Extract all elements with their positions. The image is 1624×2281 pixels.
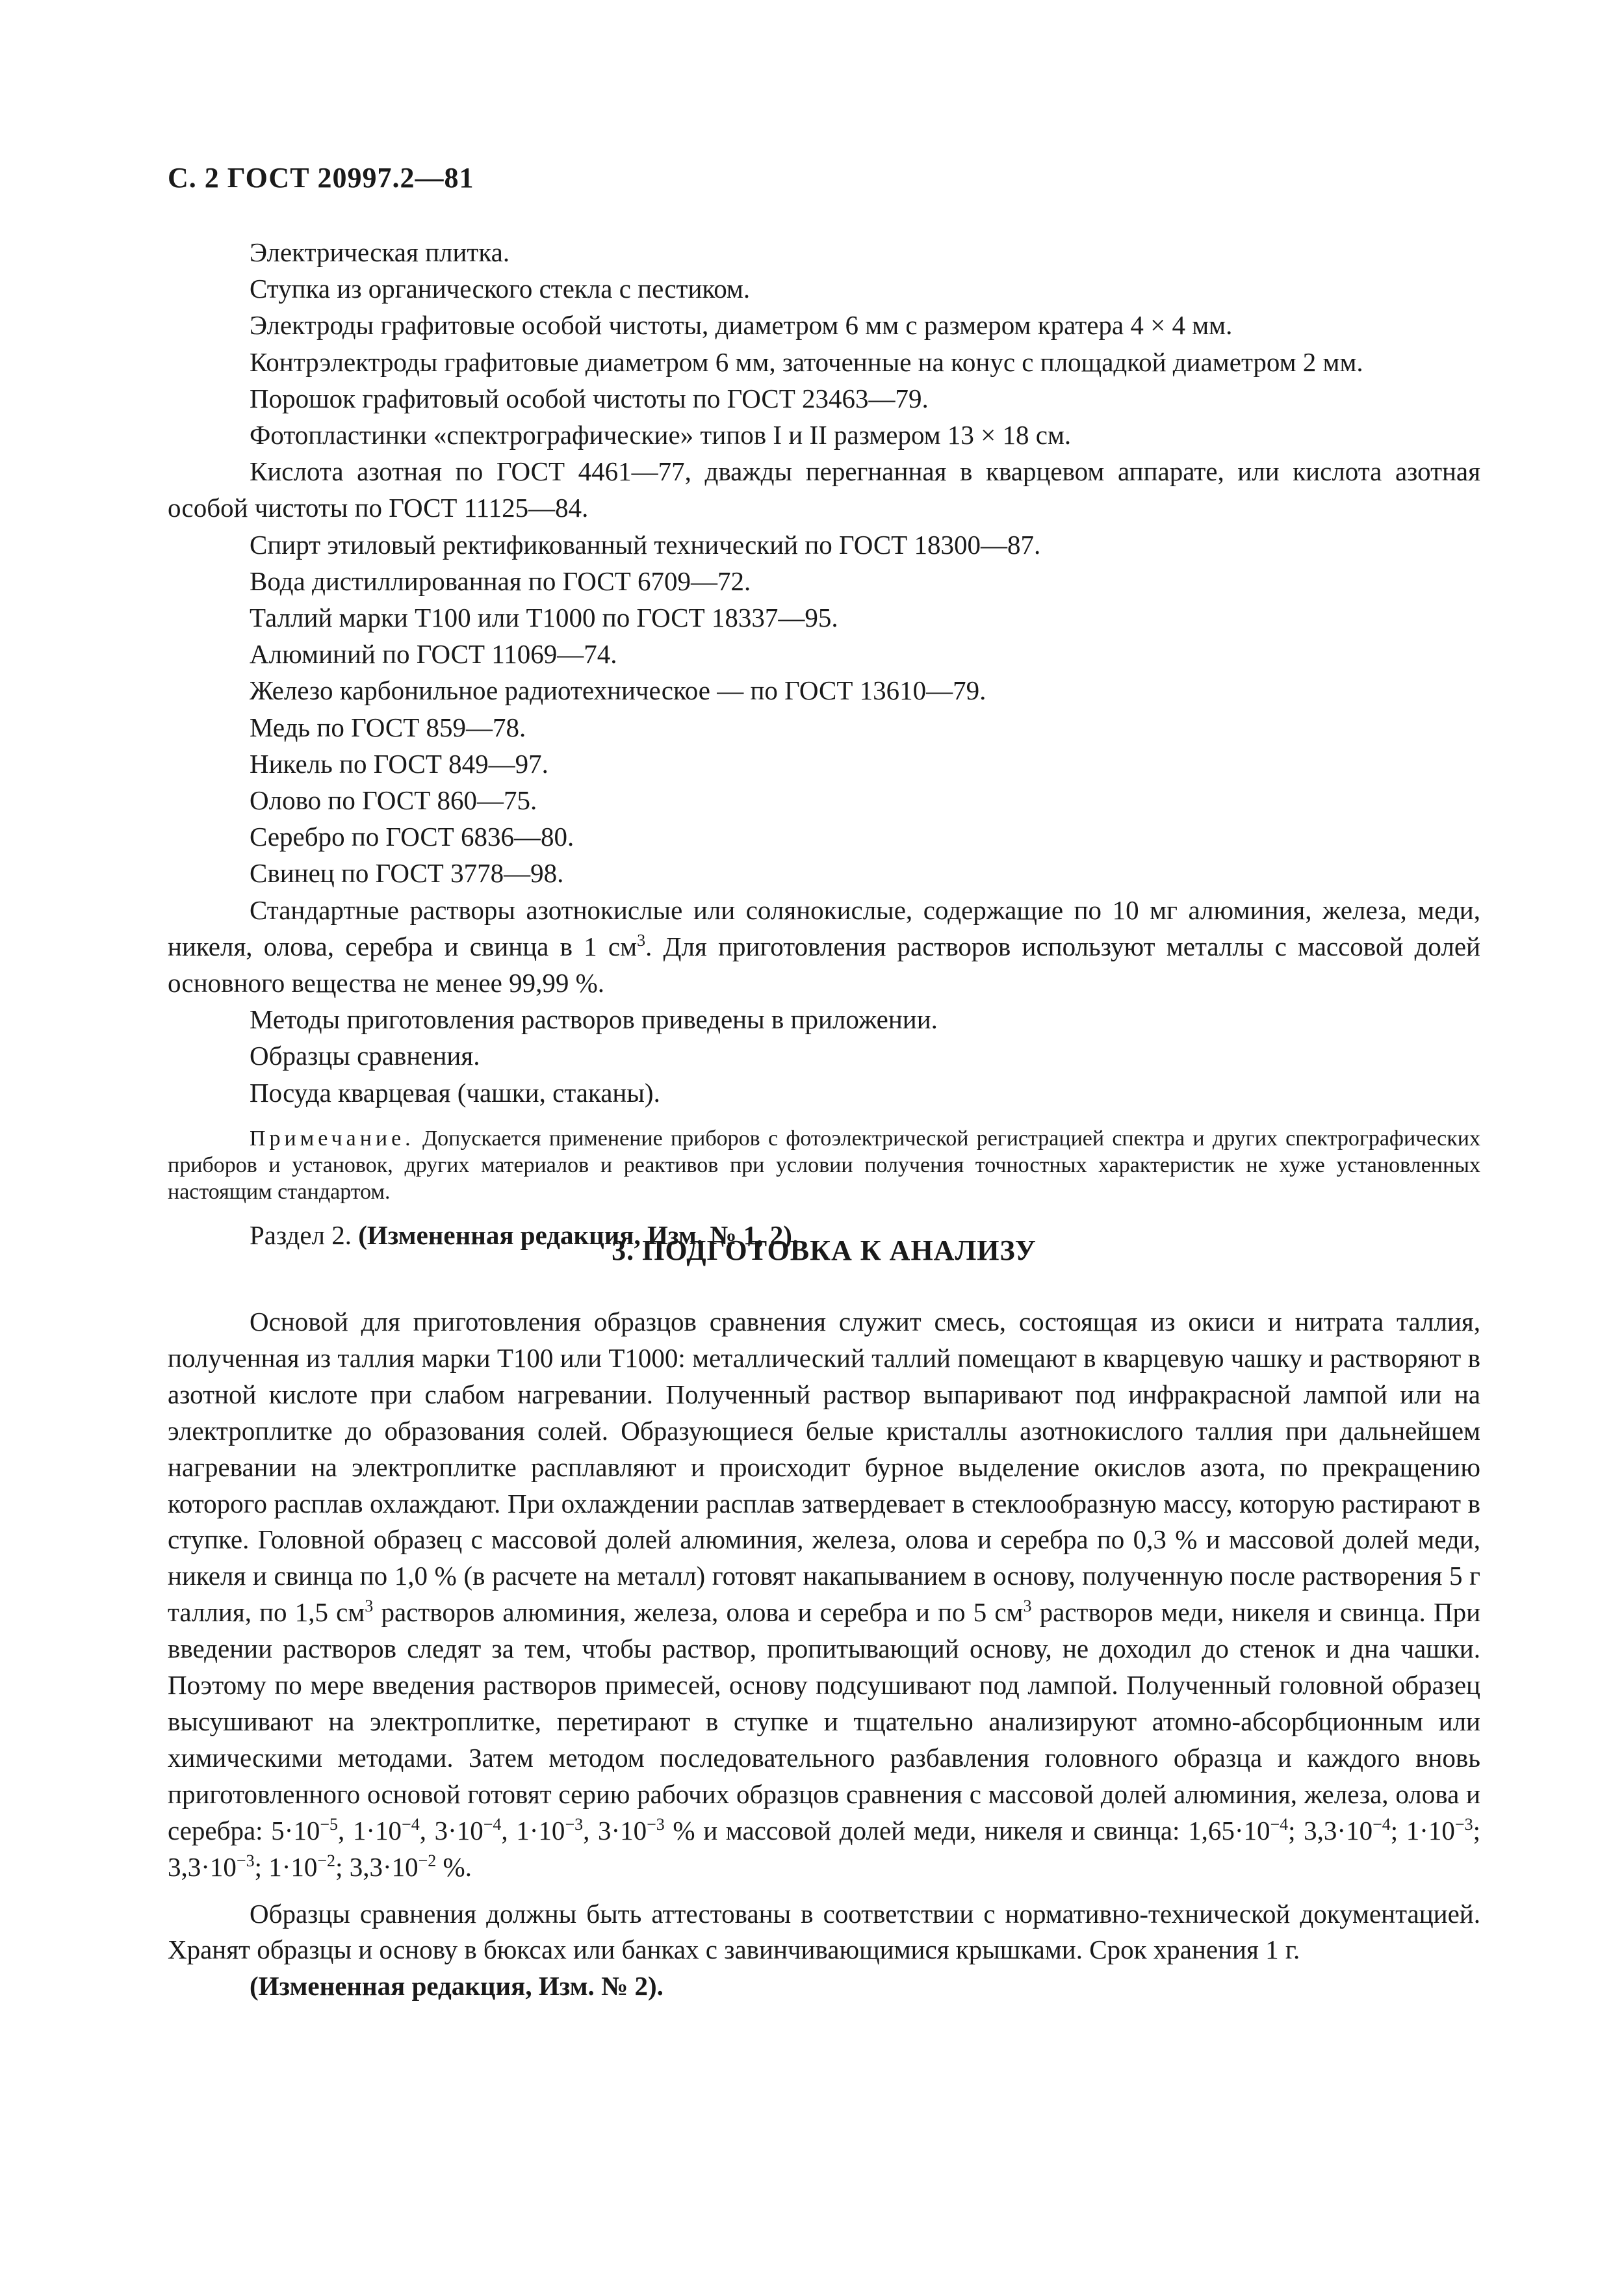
list-item: Спирт этиловый ректификованный технический по ГОСТ 18300—87. xyxy=(250,529,1041,560)
list-item: Вода дистиллированная по ГОСТ 6709—72. xyxy=(250,566,751,596)
page-header: С. 2 ГОСТ 20997.2—81 xyxy=(168,162,474,194)
value: 1·10 xyxy=(516,1815,565,1845)
list-item: Ступка из органического стекла с пестиком. xyxy=(250,274,751,304)
value: 3,3·10 xyxy=(168,1851,237,1882)
storage-paragraph: Образцы сравнения должны быть аттестованы в соответствии с нормативно-технической документацией. Хранят образцы и основу в бюксах или банках с завинчивающимися крышками. Срок хранения 1 г. xyxy=(168,1898,1480,1965)
list-item: Алюминий по ГОСТ 11069—74. xyxy=(250,639,617,670)
exponent: −5 xyxy=(320,1814,338,1834)
section-title: 3. ПОДГОТОВКА К АНАЛИЗУ xyxy=(612,1234,1037,1266)
exponent: −2 xyxy=(317,1851,336,1870)
exponent: −3 xyxy=(1454,1814,1473,1834)
value: 3,3·10 xyxy=(349,1851,419,1882)
exponent: −4 xyxy=(1270,1814,1289,1834)
preparation-paragraph: Основой для приготовления образцов сравнения служит смесь, состоящая из окиси и нитрата таллия, полученная из таллия марки Т100 или Т1000: металлический таллий помещают в кварцевую чашку и растворяют в азотной кислоте при слабом нагревании. Полученный раствор выпаривают под инфракрасной лампой или на электроплитке до образования солей. Образующиеся белые кристаллы азотнокислого таллия при дальнейшем нагревании на электроплитке расплавляют и происходит бурное выделение окислов азота, по прекращению которого расплав охлаждают. При охлаждении расплав затвердевает в стеклообразную массу, которую растирают в ступке. Головной образец с массовой долей алюминия, железа, олова и серебра по 0,3 % и массовой долей меди, никеля и свинца по 1,0 % (в расчете на металл) готовят накапыванием в основу, полученную после растворения 5 г таллия, по 1,5 $см^3$ растворов алюминия, железа, олова и серебра и по 5 $см^3$ растворов меди, никеля и свинца. При введении растворов следят за тем, чтобы раствор, пропитывающий основу, не доходил до стенок и дна чашки. Поэтому по мере введения растворов примесей, основу подсушивают под лампой. Полученный головной образец высушивают на электроплитке, перетирают в ступке и тщательно анализируют атомно-абсорбционным или химическими методами. Затем методом последовательного разбавления головного образца и каждого вновь приготовленного основой готовят серию рабочих образцов сравнения с массовой долей алюминия, железа, олова и серебра: $5\cdot 10^{-5}$, $1\cdot 10^{-4}$, $3\cdot 10^{-4}$, $1\cdot 10^{-3}$, $3\cdot 10^{-3}$ % и массовой долей меди, никеля и свинца: $1,65\cdot 10^{-4}$; $3,3\cdot 10^{-4}$; $1\cdot 10^{-3}$; $3,3\cdot 10^{-3}$; $1\cdot 10^{-2}$; $3,3\cdot 10^{-2}$ %. xyxy=(168,1307,1481,1882)
note-label: Примечание. xyxy=(250,1126,415,1151)
list-item: Порошок графитовый особой чистоты по ГОСТ 23463—79. xyxy=(250,383,929,413)
exponent: −4 xyxy=(1373,1814,1391,1834)
value: 1,65·10 xyxy=(1188,1815,1270,1845)
superscript: 3 xyxy=(365,1597,374,1616)
exponent: −3 xyxy=(647,1814,665,1834)
value: 3·10 xyxy=(597,1815,647,1845)
edition-note xyxy=(168,1968,1480,2005)
list-item: Методы приготовления растворов приведены в приложении. xyxy=(250,1004,938,1035)
text-span: растворов алюминия, железа, олова и серебра и по 5 см xyxy=(373,1597,1024,1628)
list-item: Свинец по ГОСТ 3778—98. xyxy=(250,858,564,889)
value: 1·10 xyxy=(352,1815,402,1845)
note-text: Допускается применение приборов с фотоэлектрической регистрацией спектра и других спектрографических приборов и установок, других материалов и реактивов при условии получения точностных характеристик не хуже установленных настоящим стандартом. xyxy=(168,1126,1480,1204)
list-item: Контрэлектроды графитовые диаметром 6 мм, заточенные на конус с площадкой диаметром 2 мм. xyxy=(250,346,1363,377)
list-item: Образцы сравнения. xyxy=(250,1041,480,1071)
exponent: −3 xyxy=(236,1851,255,1870)
text-span: Стандартные растворы азотнокислые или солянокислые, содержащие по 10 мг алюминия, железа, меди, никеля, олова, серебра и свинца в 1 см xyxy=(168,894,1480,961)
list-item: Электрическая плитка. xyxy=(250,237,510,267)
list-item: Никель по ГОСТ 849—97. xyxy=(250,748,548,779)
text-span: % и массовой долей меди, никеля и свинца: xyxy=(664,1815,1189,1845)
value: 1·10 xyxy=(1406,1815,1455,1845)
note-paragraph xyxy=(168,1125,1480,1205)
standard-solutions-paragraph xyxy=(168,892,1480,1002)
superscript: 3 xyxy=(637,930,646,950)
exponent: −4 xyxy=(483,1814,502,1834)
list-item: Железо карбонильное радиотехническое — по ГОСТ 13610—79. xyxy=(250,675,986,706)
list-item: Посуда кварцевая (чашки, стаканы). xyxy=(250,1077,660,1108)
section-body xyxy=(168,1304,1480,2005)
edition-bold: (Измененная редакция, Изм. № 2). xyxy=(250,1971,664,2001)
list-item: Олово по ГОСТ 860—75. xyxy=(250,785,537,816)
exponent: −4 xyxy=(402,1814,420,1834)
materials-list xyxy=(168,234,1480,1253)
text-span: растворов меди, никеля и свинца. При введении растворов следят за тем, чтобы раствор, пропитывающий основу, не доходил до стенок и дна чашки. Поэтому по мере введения растворов примесей, основу подсушивают под лампой. Полученный головной образец высушивают на электроплитке, перетирают в ступке и тщательно анализируют атомно-абсорбционным или химическими методами. Затем методом последовательного разбавления головного образца и каждого вновь приготовленного основой готовят серию рабочих образцов сравнения с массовой долей алюминия, железа, олова и серебра: xyxy=(168,1597,1481,1845)
text-span: Основой для приготовления образцов сравнения служит смесь, состоящая из окиси и нитрата таллия, полученная из таллия марки Т100 или Т1000: металлический таллий помещают в кварцевую чашку и растворяют в азотной кислоте при слабом нагревании. Полученный раствор выпаривают под инфракрасной лампой или на электроплитке до образования солей. Образующиеся белые кристаллы азотнокислого таллия при дальнейшем нагревании на электроплитке расплавляют и происходит бурное выделение окислов азота, по прекращению которого расплав охлаждают. При охлаждении расплав затвердевает в стеклообразную массу, которую растирают в ступке. Головной образец с массовой долей алюминия, железа, олова и серебра по 0,3 % и массовой долей меди, никеля и свинца по 1,0 % (в расчете на металл) готовят накапыванием в основу, полученную после растворения 5 г таллия, по 1,5 см xyxy=(168,1307,1480,1628)
list-item: Фотопластинки «спектрографические» типов I и II размером 13 × 18 см. xyxy=(250,420,1072,450)
value: 3·10 xyxy=(434,1815,483,1845)
list-item: Электроды графитовые особой чистоты, диаметром 6 мм с размером кратера 4 × 4 мм. xyxy=(250,310,1233,341)
edition-bold: (Измененная редакция, Изм. № 1, 2). xyxy=(358,1219,799,1250)
edition-prefix: Раздел 2. xyxy=(250,1219,359,1250)
exponent: −2 xyxy=(418,1851,437,1870)
exponent: −3 xyxy=(565,1814,584,1834)
value: 3,3·10 xyxy=(1304,1815,1373,1845)
list-item: Медь по ГОСТ 859—78. xyxy=(250,712,526,742)
list-item: Кислота азотная по ГОСТ 4461—77, дважды перегнанная в кварцевом аппарате, или кислота азотная особой чистоты по ГОСТ 11125—84. xyxy=(168,456,1480,523)
list-item: Таллий марки Т100 или Т1000 по ГОСТ 18337—95. xyxy=(250,603,838,633)
text-span: . Для приготовления растворов используют металлы с массовой долей основного вещества не менее 99,99 %. xyxy=(168,931,1480,998)
list-item: Серебро по ГОСТ 6836—80. xyxy=(250,822,574,852)
value: 1·10 xyxy=(268,1851,318,1882)
value: 5·10 xyxy=(271,1815,320,1845)
text-span: %. xyxy=(436,1851,472,1882)
superscript: 3 xyxy=(1023,1597,1032,1616)
